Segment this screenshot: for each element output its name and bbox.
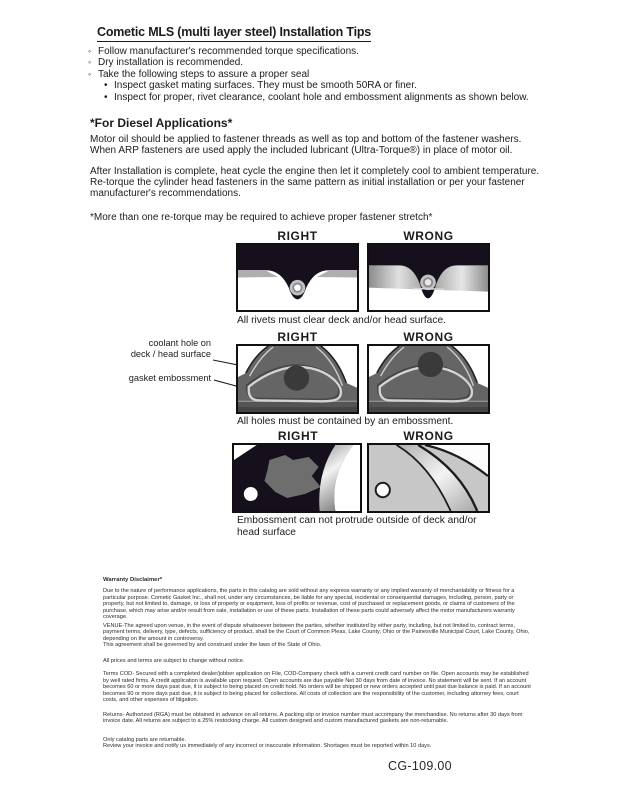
warranty-paragraph: Returns- Authorized (RGA) must be obtained in advance on all returns. A packing slip or invoice number must accompany the merchandise. No returns after 30 days from invoice date. All returns are subject to a 25% restocking charge. All custom designed and custom manufactured gaskets are non-returnable. [103,711,523,724]
diagram-embossment-right [236,344,359,414]
list-item: ◦ Take the following steps to assure a proper seal [88,69,548,80]
page-code: CG-109.00 [388,759,452,773]
embossment-wrong-diagram [369,346,488,412]
rivet-wrong-diagram [369,245,488,310]
warranty-paragraph: All prices and terms are subject to change without notice. [103,657,245,664]
rivet-icon [290,280,306,296]
diagram-deck-right [232,443,362,513]
row1-wrong-label: WRONG [403,229,454,243]
deck-surface-line [413,288,444,289]
embossment-right-diagram [238,346,357,412]
row1-caption: All rivets must clear deck and/or head surface. [237,315,446,326]
warranty-paragraph: Only catalog parts are returnable. [103,736,187,743]
deck-right-diagram [234,445,360,511]
deck-wrong-diagram [369,445,488,511]
bolt-hole-icon [376,483,390,497]
diagram-deck-wrong [367,443,490,513]
warranty-paragraph: VENUE-The agreed upon venue, in the event of dispute whatsoever between the parties, whether instituted by either party, including, but not limited to, contract terms, payment terms, delivery, type, defects, sufficiency of product, shall be the Court of Common Pleas, Lake County, Ohio or the Painesville Municipal Court, Lake County, Ohio, depending on the amount in controversy. [103,622,530,642]
row3-caption: Embossment can not protrude outside of deck and/or head surface [237,515,477,538]
installation-tips-list [88,46,548,103]
warranty-paragraph: Review your invoice and notify us immediately of any incorrect or inaccurate information. Shortages must be reported within 10 days. [103,743,432,749]
row1-right-label: RIGHT [277,229,318,243]
row2-right-label: RIGHT [277,330,318,344]
bolt-hole-icon [244,487,258,501]
page-title: Cometic MLS (multi layer steel) Installation Tips [97,25,371,42]
warranty-disclaimer [103,577,532,750]
diesel-paragraph: After Installation is complete, heat cycle the engine then let it completely cool to ambient temperature. Re-torque the cylinder head fasteners in the same pattern as initial installation or per your fastener manufacturer's recommendations. [90,166,540,199]
row3-wrong-label: WRONG [403,429,454,443]
list-item: ◦ Follow manufacturer's recommended torque specifications. [88,46,548,57]
retorque-note: *More than one re-torque may be required to achieve proper fastener stretch* [90,212,433,223]
warranty-paragraph: Terms COD- Secured with a completed dealer/jobber application on File, COD-Company check with a current credit card number on file. Open accounts may be established by well rated firms. A credit application is available upon request. Open accounts are due payable Net 30 days from date of invoice. No statement will be sent. If an account becomes 60 or more days past due, it is subject to being placed on credit hold. No orders will be shipped or new orders accepted until past due balance is paid. If an account becomes 90 or more days past due, it is subject to being placed for collections. All costs of collection are the responsibility of the customer, including attorney fees, court costs, and other expenses of litigation. [103,671,531,703]
diesel-paragraph: Motor oil should be applied to fastener threads as well as top and bottom of the fastener washers. When ARP fasteners are used apply the included lubricant (Ultra-Torque®) in place of motor oil. [90,134,522,156]
list-item: • Inspect gasket mating surfaces. They must be smooth 50RA or finer. [88,80,548,91]
coolant-hole [418,352,443,377]
diagram-embossment-wrong [367,344,490,414]
coolant-hole-annotation: coolant hole on deck / head surface [130,338,211,359]
warranty-paragraph: Due to the nature of performance applications, the parts in this catalog are sold without any express warranty or any implied warranty of merchantability or fitness for a particular purpose. Cometic Gasket Inc., shall not, under any circumstances, be liable for any special, incidental or consequential damages, including, person, party or property, but not limited to, damage, or loss of property or equipment, loss of profits or revenue, cost of purchased or replacement goods, or claims of customers of the purchase, which may arise and/or result from sale, installation or use of these parts. Installation of these parts could adversely affect the motor manufacturers warranty coverage. [103,588,515,620]
list-item: ◦ Dry installation is recommended. [88,57,548,68]
diagram-rivet-wrong [367,243,490,312]
warranty-heading: Warranty Disclaimer* [103,577,163,583]
coolant-hole [284,365,309,390]
diagram-rivet-right [236,243,359,312]
rivet-right-diagram [238,245,357,310]
warranty-paragraph: This agreement shall be governed by and construed under the laws of the State of Ohio. [103,642,322,648]
rivet-icon [420,275,436,291]
row2-wrong-label: WRONG [403,330,454,344]
row2-caption: All holes must be contained by an embossment. [237,416,454,427]
gasket-embossment-annotation: gasket embossment [128,373,211,383]
row3-right-label: RIGHT [277,429,319,443]
list-item: • Inspect for proper, rivet clearance, coolant hole and embossment alignments as shown below. [88,92,548,103]
diesel-applications-heading: *For Diesel Applications* [90,116,233,130]
